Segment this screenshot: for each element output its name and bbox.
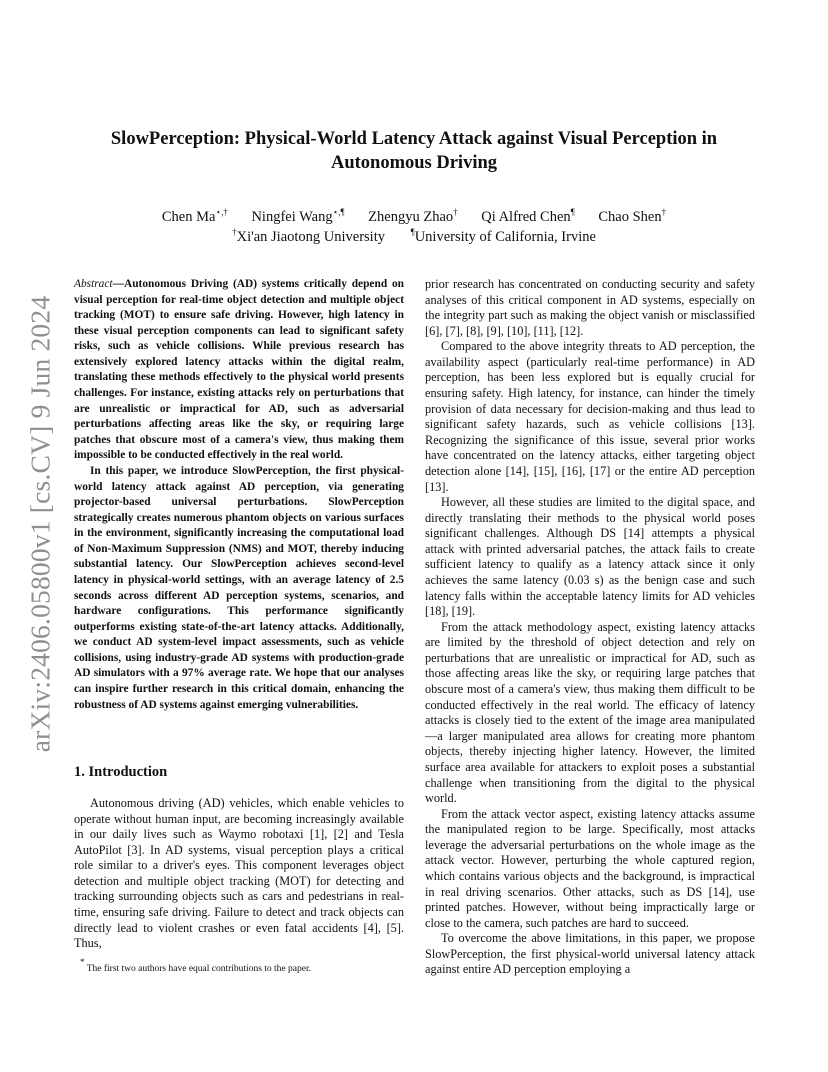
abstract bbox=[74, 277, 404, 713]
abstract-label: Abstract bbox=[74, 278, 113, 290]
footnote-text: The first two authors have equal contributions to the paper. bbox=[86, 964, 311, 974]
author: Zhengyu Zhao† bbox=[368, 207, 458, 225]
affiliation-list bbox=[80, 228, 748, 247]
body-paragraph: From the attack methodology aspect, existing latency attacks are limited by the threshold of object detection and rely on perturbations that are unrealistic or impractical for AD, such as those affecting areas like the sky, or requiring large patches that obscure most of a camera's view, thus making them difficult to be conducted effectively in the real world. The efficacy of latency attacks is closely tied to the extent of the image area manipulated—a larger manipulated area allows for creating more phantom objects, thereby injecting higher latency. However, the limited surface area available for attackers to exploit poses a substantial challenge when transitioning from the digital to the physical world. bbox=[425, 619, 755, 806]
section-heading: 1. Introduction bbox=[74, 764, 168, 780]
arxiv-stamp-text: arXiv:2406.05800v1 [cs.CV] 9 Jun 2024 bbox=[24, 295, 55, 753]
author: Ningfei Wang⋆,¶ bbox=[251, 207, 345, 225]
author-list bbox=[80, 208, 748, 227]
body-paragraph: However, all these studies are limited to the digital space, and directly translating their methods to the physical world poses significant challenges. Although DS [14] attempts a physical attack with printed adversarial patches, the attack fails to create sufficient latency to qualify as a latency attack since it only achieves the same latency (0.03 s) as the benign case and such latency falls within the acceptable latency limits for AD vehicles [18], [19]. bbox=[425, 495, 755, 619]
body-paragraph: To overcome the above limitations, in this paper, we propose SlowPerception, the first physical-world universal latency attack against entire AD perception employing a bbox=[425, 931, 755, 977]
author: Chao Shen† bbox=[598, 207, 667, 225]
paper-title: SlowPerception: Physical-World Latency Attack against Visual Perception in Autonomous Driving bbox=[110, 129, 718, 173]
affiliation: ¶University of California, Irvine bbox=[410, 227, 596, 245]
body-paragraph: prior research has concentrated on conducting security and safety analyses of this critical component in AD systems, especially on the integrity part such as making the object vanish or misclassified [6], [7], [8], [9], [10], [11], [12]. bbox=[425, 277, 755, 338]
arxiv-side-stamp bbox=[20, 296, 60, 752]
intro-left-column bbox=[74, 796, 404, 952]
affiliation: †Xi'an Jiaotong University bbox=[232, 227, 385, 245]
footnote-mark: * bbox=[80, 957, 85, 967]
author: Chen Ma⋆,† bbox=[161, 207, 228, 225]
author: Qi Alfred Chen¶ bbox=[481, 207, 575, 225]
footnote bbox=[80, 957, 400, 975]
body-paragraph: From the attack vector aspect, existing latency attacks assume the manipulated region to be large. Specifically, most attacks leverage the adversarial perturbations on the whole image as the attack vector. However, perturbing the whole captured region, which contains various objects and the background, is impractical in real driving scenarios. Other attacks, such as DS [14], use printed patches. However, without being impractically large or close to the camera, such patches are hard to succeed. bbox=[425, 806, 755, 930]
abstract-paragraph: In this paper, we introduce SlowPerception, the first physical-world latency attack against AD perception, via generating projector-based universal perturbations. SlowPerception strategically creates numerous phantom objects on various surfaces in the environment, significantly increasing the computational load of Non-Maximum Suppression (NMS) and MOT, thereby inducing substantial latency. Our SlowPerception achieves second-level latency in physical-world settings, with an average latency of 2.5 seconds across different AD perception systems, scenarios, and hardware configurations. This performance significantly outperforms existing state-of-the-art latency attacks. Additionally, we conduct AD system-level impact assessments, such as vehicle collisions, using industry-grade AD systems with production-grade AD simulators with a 97% average rate. We hope that our analyses can inspire further research in this critical domain, enhancing the robustness of AD systems against emerging vulnerabilities. bbox=[74, 464, 404, 711]
abstract-paragraph: Abstract—Autonomous Driving (AD) systems critically depend on visual perception for real-time object detection and multiple object tracking (MOT) to ensure safe driving. However, high latency in these visual perception components can lead to significant safety risks, such as vehicle collisions. While previous research has extensively explored latency attacks within the digital realm, translating these methods effectively to the physical world presents challenges. For instance, existing attacks rely on perturbations that are unrealistic or impractical for AD, such as adversarial perturbations affecting areas like the sky, or requiring large patches that obscure most of a camera's view, thus making them impossible to be conducted effectively in the real world. bbox=[74, 278, 404, 462]
right-column bbox=[425, 277, 755, 978]
body-paragraph: Autonomous driving (AD) vehicles, which enable vehicles to operate without human input, are becoming increasingly available in our daily lives such as Waymo robotaxi [1], [2] and Tesla AutoPilot [3]. In AD systems, visual perception plays a critical role similar to a driver's eyes. This component leverages object detection and multiple object tracking (MOT) for detecting and tracking surrounding objects such as cars and pedestrians in real-time, ensuring safe driving. Failure to detect and track objects can directly lead to violent crashes or even fatal accidents [4], [5]. Thus, bbox=[74, 796, 404, 951]
body-paragraph: Compared to the above integrity threats to AD perception, the availability aspect (particularly real-time performance) in AD perception, has been less explored but is equally crucial for ensuring safety. High latency, for instance, can hinder the timely provision of data necessary for decision-making and thus lead to significant safety hazards, such as vehicle collisions [13]. Recognizing the significance of this issue, several prior works have concentrated on the latency attacks, either targeting object detection alone [14], [15], [16], [17] or the entire AD perception [13]. bbox=[425, 339, 755, 494]
